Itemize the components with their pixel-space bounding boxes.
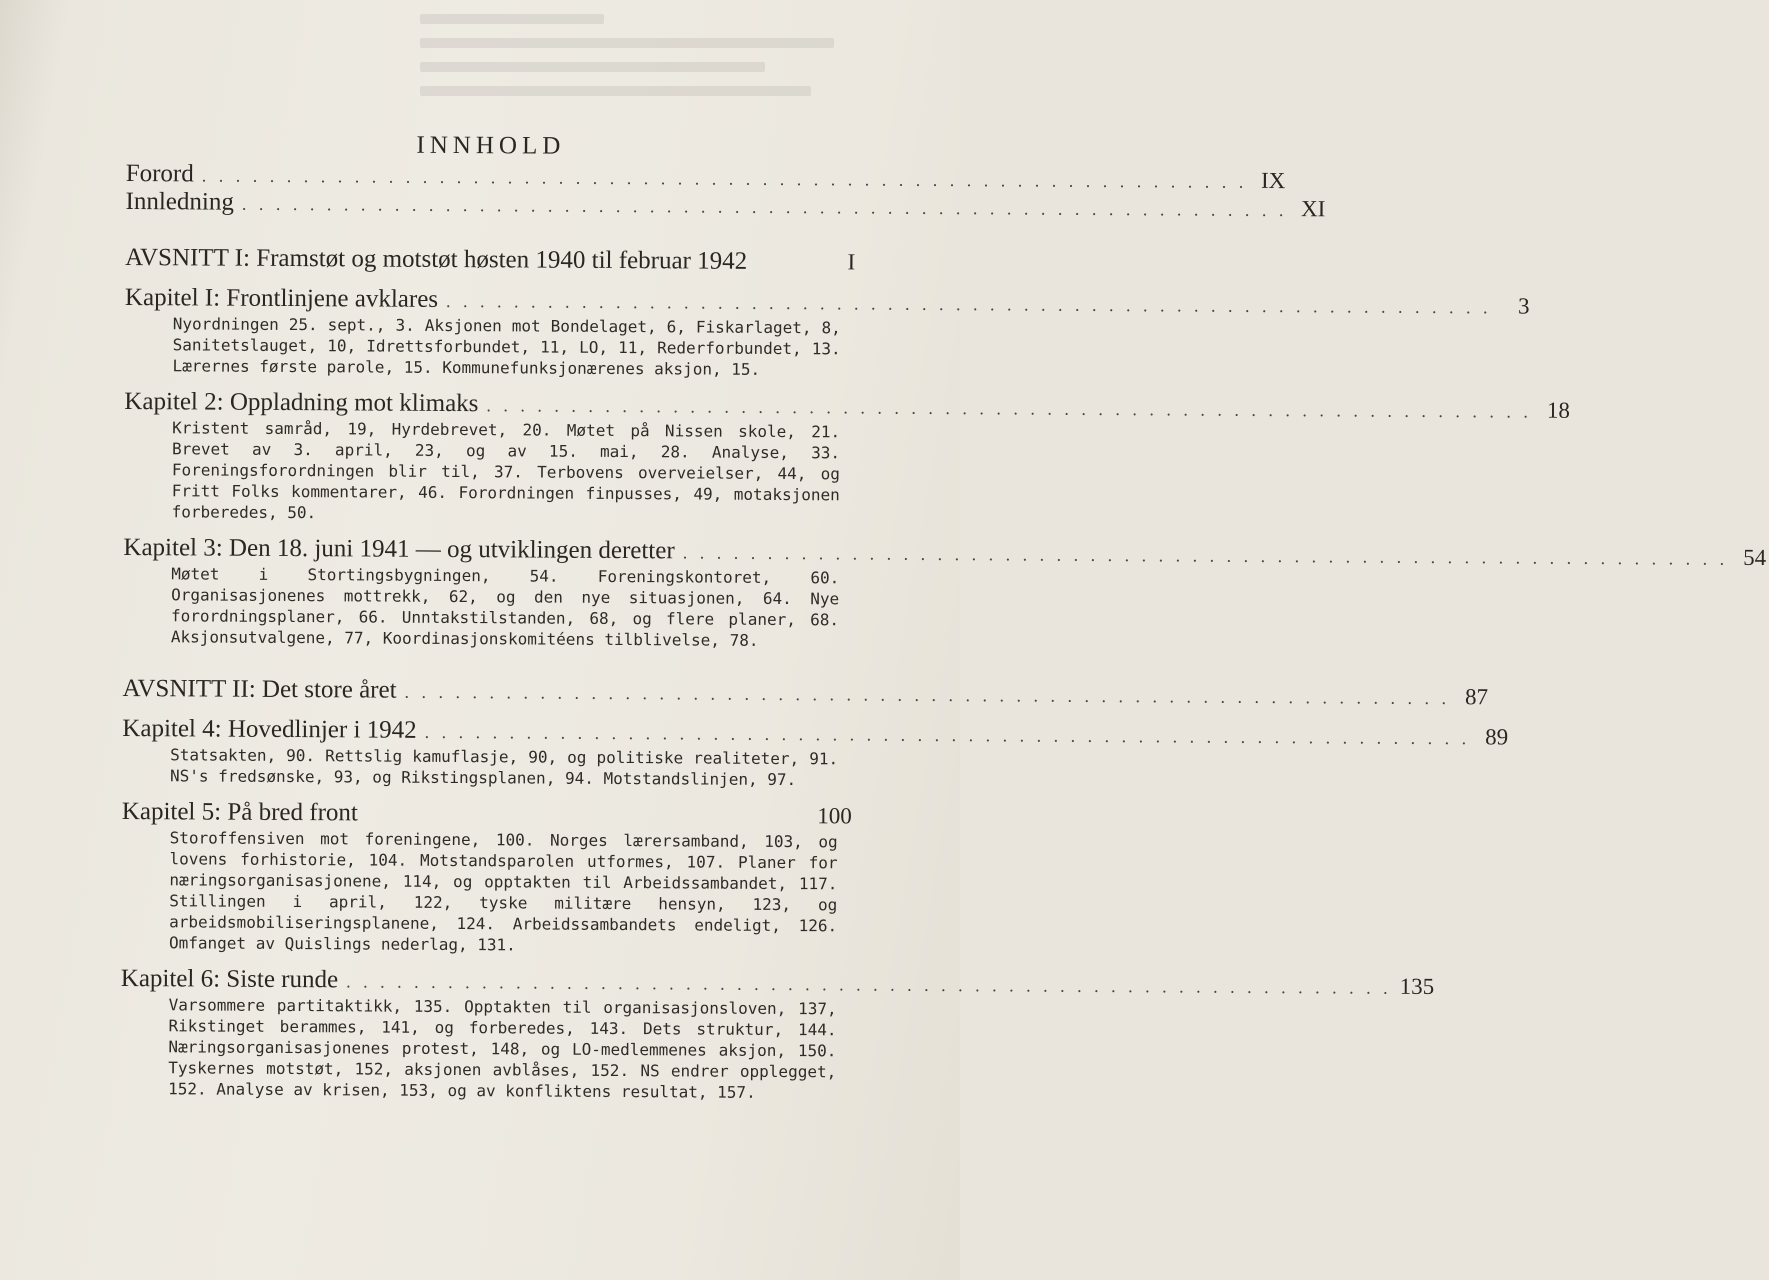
leader-dots: . . . . . . . . . . . . . . . . . . . . . . . . . . . . . . . . . . . . . . . . . . . . . . . . . . . . . . . . . . . . . . <box>682 542 1729 569</box>
chapter-page: 89 <box>1485 724 1509 750</box>
section-label: AVSNITT II: Det store året <box>122 674 397 704</box>
chapter-label: Kapitel 5: På bred front <box>121 797 358 827</box>
toc-chapter-4[interactable] <box>122 714 1509 750</box>
leader-dots: . . . . . . . . . . . . . . . . . . . . . . . . . . . . . . . . . . . . . . . . . . . . . . . . . . . . . . . . . . . . . . <box>201 165 1248 192</box>
leader-dots: . . . . . . . . . . . . . . . . . . . . . . . . . . . . . . . . . . . . . . . . . . . . . . . . . . . . . . . . . . . . . . <box>346 971 1392 998</box>
toc-chapter-6[interactable] <box>120 964 1435 1000</box>
chapter-page: 54 <box>1743 544 1767 571</box>
chapter-page: 100 <box>817 803 852 829</box>
section-page: 87 <box>1465 684 1489 710</box>
toc-section-1[interactable] <box>125 244 855 276</box>
leader-dots: . . . . . . . . . . . . . . . . . . . . . . . . . . . . . . . . . . . . . . . . . . . . . . . . . . . . . . . . . . . . . . <box>241 193 1288 221</box>
leader-dots: . . . . . . . . . . . . . . . . . . . . . . . . . . . . . . . . . . . . . . . . . . . . . . . . . . . . . . . . . . . . . . <box>424 721 1471 749</box>
chapter-label: Kapitel 3: Den 18. juni 1941 — og utviklingen deretter <box>123 533 675 565</box>
toc-entry-innledning[interactable] <box>125 187 1326 222</box>
chapter-page: 3 <box>1517 293 1530 319</box>
chapter-label: Kapitel 6: Siste runde <box>120 964 339 994</box>
leader-dots: . . . . . . . . . . . . . . . . . . . . . . . . . . . . . . . . . . . . . . . . . . . . . . . . . . . . . . . . . . . . . . <box>404 681 1451 709</box>
table-of-contents <box>120 130 1767 1103</box>
toc-section-2[interactable] <box>122 674 1489 710</box>
leader-dots: . . . . . . . . . . . . . . . . . . . . . . . . . . . . . . . . . . . . . . . . . . . . . . . . . . . . . . . . . . . . . . <box>486 395 1533 422</box>
toc-chapter-2[interactable] <box>124 387 1571 423</box>
toc-heading: INNHOLD <box>416 131 566 160</box>
section-label: AVSNITT I: Framstøt og motstøt høsten 1940 til februar 1942 <box>125 243 748 275</box>
show-through-text <box>420 0 880 110</box>
chapter-summary: Møtet i Stortingsbygningen, 54. Foreningskontoret, 60. Organisasjonenes mottrekk, 62, og den nye situasjonen, 64. Nye forordningsplaner, 66. Unntakstilstanden, 68, og flere planer, 68. Aksjonsutvalgene, 77, Koordinasjonskomitéens tilblivelse, 78. <box>170 564 840 650</box>
chapter-page: 135 <box>1399 973 1435 1000</box>
entry-label: Forord <box>125 159 194 188</box>
toc-entry-forord[interactable] <box>125 159 1286 194</box>
toc-chapter-5[interactable] <box>122 798 852 830</box>
entry-page: XI <box>1301 196 1326 222</box>
chapter-label: Kapitel 4: Hovedlinjer i 1942 <box>122 714 417 744</box>
chapter-label: Kapitel 2: Oppladning mot klimaks <box>124 387 479 418</box>
chapter-summary: Nyordningen 25. sept., 3. Aksjonen mot Bondelaget, 6, Fiskarlaget, 8, Sanitetslauget, 10, Idrettsforbundet, 11, LO, 11, Rederforbundet, 13. Lærernes første parole, 15. Kommunefunksjonærenes aksjon, 15. <box>172 314 841 379</box>
leader-dots: . . . . . . . . . . . . . . . . . . . . . . . . . . . . . . . . . . . . . . . . . . . . . . . . . . . . . . . . . . . . . . <box>446 290 1492 318</box>
entry-label: Innledning <box>125 187 234 216</box>
chapter-page: 18 <box>1546 397 1571 423</box>
chapter-summary: Statsakten, 90. Rettslig kamuflasje, 90, og politiske realiteter, 91. NS's fredsønske, 93, og Rikstingsplanen, 94. Motstandslinjen, 97. <box>169 745 839 790</box>
chapter-label: Kapitel I: Frontlinjene avklares <box>124 283 439 313</box>
chapter-summary: Kristent samråd, 19, Hyrdebrevet, 20. Møtet på Nissen skole, 21. Brevet av 3. april, 23, og av 15. mai, 28. Analyse, 33. Foreningsforordningen blir til, 37. Terbovens overveielser, 44, og Fritt Folks kommentarer, 46. Forordningen finpusses, 49, motaksjonen forberedes, 50. <box>171 418 841 523</box>
chapter-summary: Storoffensiven mot foreningene, 100. Norges lærersamband, 103, og lovens forhistorie, 104. Motstandsparolen utformes, 107. Planer for næringsorganisasjonene, 114, og opptakten til Arbeidssambandet, 117. Stillingen i april, 122, tyske militære hensyn, 123, og arbeidsmobiliseringsplanene, 124. Arbeidssambandets endeligt, 126. Omfanget av Quislings nederlag, 131. <box>168 828 838 955</box>
toc-chapter-3[interactable] <box>123 533 1767 571</box>
section-page: I <box>847 249 856 275</box>
toc-chapter-1[interactable] <box>124 283 1530 319</box>
entry-page: IX <box>1260 167 1286 194</box>
chapter-summary: Varsommere partitaktikk, 135. Opptakten til organisasjonsloven, 137, Rikstinget berammes, 141, og forberedes, 143. Dets struktur, 144. Næringsorganisasjonenes protest, 148, og LO-medlemmenes aksjon, 150. Tyskernes motstøt, 152, aksjonen avblåses, 152. NS endrer opplegget, 152. Analyse av krisen, 153, og av konfliktens resultat, 157. <box>168 995 837 1102</box>
